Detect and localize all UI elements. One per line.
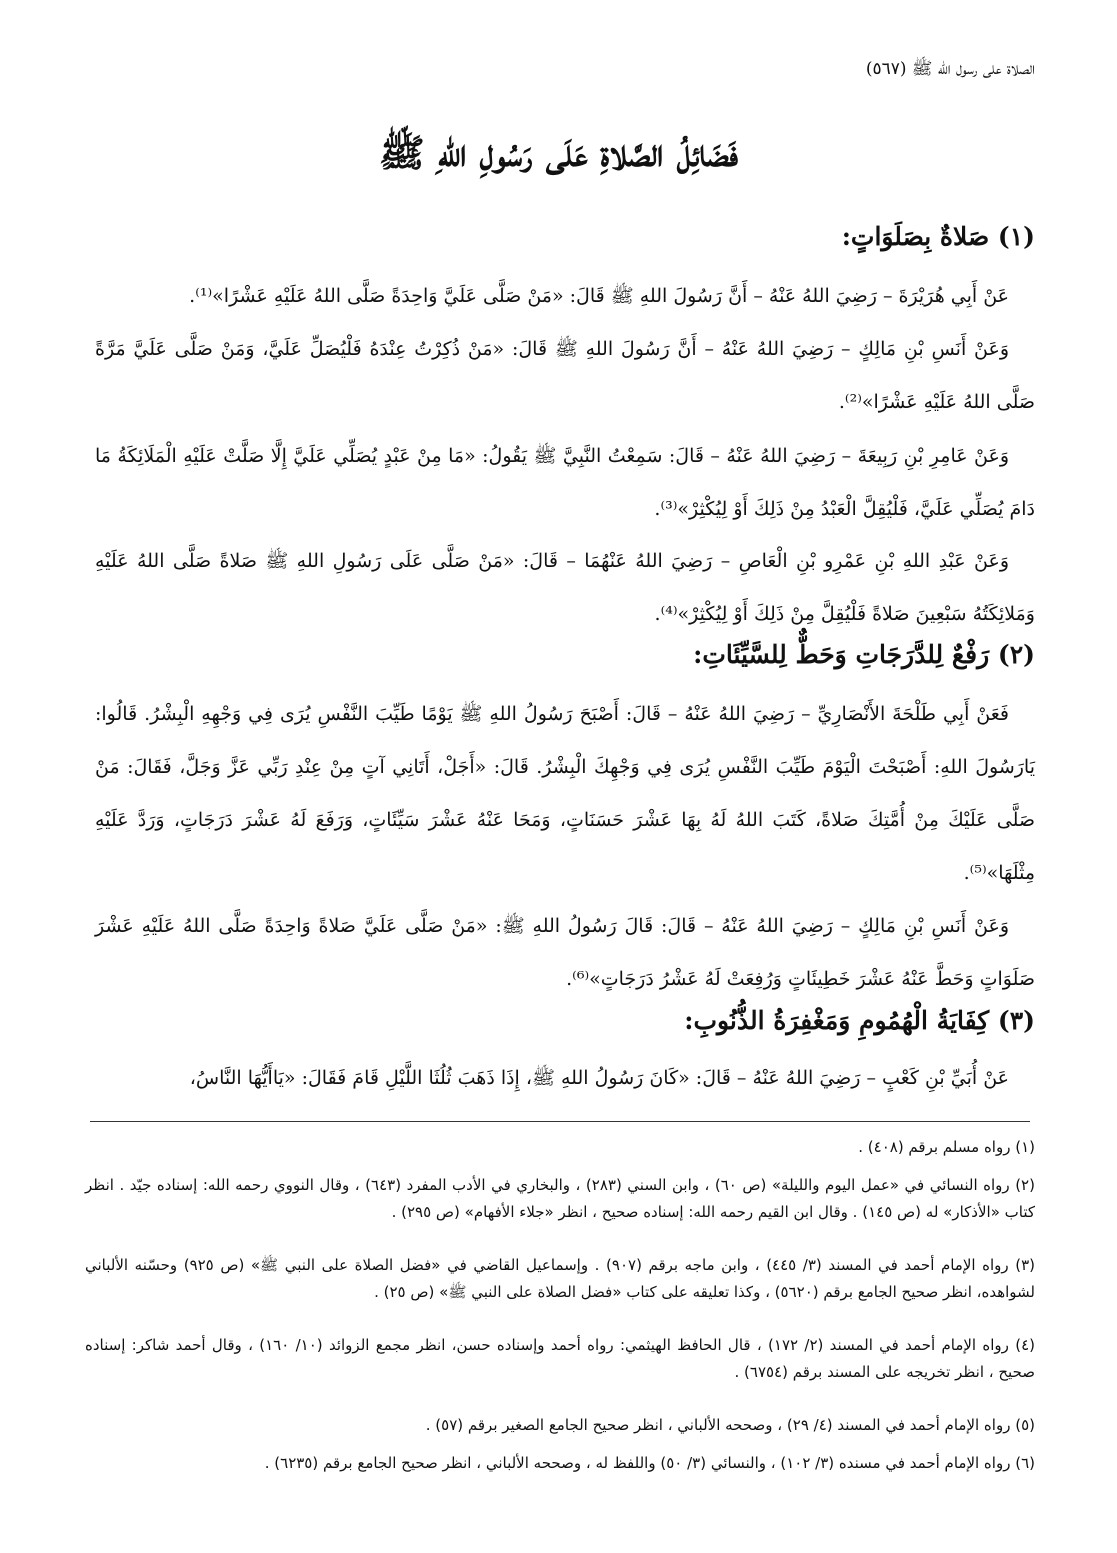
section-heading-3: (٣) كِفَايَةُ الْهُمُومِ وَمَغْفِرَةُ الذُّنُوبِ: [684, 1006, 1035, 1035]
hadith-text: وَعَنْ عَامِرِ بْنِ رَبِيعَةَ – رَضِيَ اللهُ عَنْهُ – قَالَ: سَمِعْتُ النَّبِيَّ ﷺ يَقُولُ: «مَا مِنْ عَبْدٍ يُصَلِّي عَلَيَّ إِلَّا صَلَّتْ عَلَيْهِ الْمَلَائِكَةُ مَا دَامَ يُصَلِّي عَلَيَّ، فَلْيُقِلَّ الْعَبْدُ مِنْ ذَلِكَ أَوْ لِيُكْثِرْ»⁽³⁾. [95, 445, 1035, 520]
hadith-text: عَنْ أُبَيِّ بْنِ كَعْبٍ – رَضِيَ اللهُ عَنْهُ – قَالَ: «كَانَ رَسُولُ اللهِ ﷺ، إِذَا ذَهَبَ ثُلُثَا اللَّيْلِ قَامَ فَقَالَ: «يَاأَيُّهَا النَّاسُ، [189, 1067, 1009, 1089]
footnote-2: (٢) رواه النسائي في «عمل اليوم والليلة» (ص ٦٠) ، وابن السني (٢٨٣) ، والبخاري في الأدب المفرد (٦٤٣) ، وقال النووي رحمه الله: إسناده جيّد . انظر كتاب «الأذكار» له (ص ١٤٥) . وقال ابن القيم رحمه الله: إسناده صحيح ، انظر «جلاء الأفهام» (ص ٢٩٥) . [85, 1176, 1035, 1221]
hadith-text: عَنْ أَبِي هُرَيْرَةَ – رَضِيَ اللهُ عَنْهُ – أَنَّ رَسُولَ اللهِ ﷺ قَالَ: «مَنْ صَلَّى عَلَيَّ وَاحِدَةً صَلَّى اللهُ عَلَيْهِ عَشْرًا»⁽¹⁾. [189, 285, 1009, 307]
footnote-6: (٦) رواه الإمام أحمد في مسنده (٣/ ١٠٢) ، والنسائي (٣/ ٥٠) واللفظ له ، وصححه الألباني ، انظر صحيح الجامع برقم (٦٢٣٥) . [264, 1454, 1035, 1472]
footnote-3: (٣) رواه الإمام أحمد في المسند (٣/ ٤٤٥) ، وابن ماجه برقم (٩٠٧) . وإسماعيل القاضي في «فضل الصلاة على النبي ﷺ» (ص ٩٢٥) وحسّنه الألباني لشواهده، انظر صحيح الجامع برقم (٥٦٢٠) ، وكذا تعليقه على كتاب «فضل الصلاة على النبي ﷺ» (ص ٢٥) . [85, 1256, 1036, 1301]
section-heading-1: (١) صَلاةٌ بِصَلَوَاتٍ: [841, 222, 1035, 251]
footnote-4: (٤) رواه الإمام أحمد في المسند (٢/ ١٧٢) ، قال الحافظ الهيثمي: رواه أحمد وإسناده حسن، انظر مجمع الزوائد (١٠/ ١٦٠) ، وقال أحمد شاكر: إسناده صحيح ، انظر تخريجه على المسند برقم (٦٧٥٤) . [85, 1336, 1035, 1381]
footnote-1: (١) رواه مسلم برقم (٤٠٨) . [858, 1138, 1035, 1156]
hadith-text: فَعَنْ أَبِي طَلْحَةَ الأَنْصَارِيِّ – رَضِيَ اللهُ عَنْهُ – قَالَ: أَصْبَحَ رَسُولُ اللهِ ﷺ يَوْمًا طَيِّبَ النَّفْسِ يُرَى فِي وَجْهِهِ الْبِشْرُ. قَالُوا: يَارَسُولَ اللهِ: أَصْبَحْتَ الْيَوْمَ طَيِّبَ النَّفْسِ يُرَى فِي وَجْهِكَ الْبِشْرُ. قَالَ: «أَجَلْ، أَتَانِي آتٍ مِنْ عِنْدِ رَبِّي عَزَّ وَجَلَّ، فَقَالَ: مَنْ صَلَّى عَلَيْكَ مِنْ أُمَّتِكَ صَلاةً، كَتَبَ اللهُ لَهُ بِهَا عَشْرَ حَسَنَاتٍ، وَمَحَا عَنْهُ عَشْرَ سَيِّئَاتٍ، وَرَفَعَ لَهُ عَشْرَ دَرَجَاتٍ، وَرَدَّ عَلَيْهِ مِثْلَهَا»⁽⁵⁾. [95, 703, 1035, 884]
section-heading-2: (٢) رَفْعٌ لِلدَّرَجَاتِ وَحَطٌّ لِلسَّيِّئَاتِ: [693, 640, 1035, 669]
running-header: الصلاة على رسول الله ﷺ (٥٦٧) [865, 59, 1035, 79]
footnote-divider [90, 1121, 1030, 1122]
hadith-text: وَعَنْ أَنَسِ بْنِ مَالِكٍ – رَضِيَ اللهُ عَنْهُ – أَنَّ رَسُولَ اللهِ ﷺ قَالَ: «مَنْ ذُكِرْتُ عِنْدَهُ فَلْيُصَلِّ عَلَيَّ، وَمَنْ صَلَّى عَلَيَّ مَرَّةً صَلَّى اللهُ عَلَيْهِ عَشْرًا»⁽²⁾. [95, 338, 1035, 413]
hadith-paragraph [95, 430, 1035, 536]
hadith-paragraph [95, 270, 1035, 323]
footnote-5: (٥) رواه الإمام أحمد في المسند (٤/ ٢٩) ، وصححه الألباني ، انظر صحيح الجامع الصغير برقم (٥٧) . [425, 1416, 1035, 1434]
hadith-text: وَعَنْ عَبْدِ اللهِ بْنِ عَمْرِو بْنِ الْعَاصِ – رَضِيَ اللهُ عَنْهُمَا – قَالَ: «مَنْ صَلَّى عَلَى رَسُولِ اللهِ ﷺ صَلاةً صَلَّى اللهُ عَلَيْهِ وَمَلائِكَتُهُ سَبْعِينَ صَلاةً فَلْيُقِلَّ مِنْ ذَلِكَ أَوْ لِيُكْثِرْ»⁽⁴⁾. [95, 550, 1035, 625]
page-title: فَضَائِلُ الصَّلاةِ عَلَى رَسُولِ اللهِ ﷺ [378, 130, 739, 175]
hadith-paragraph [95, 323, 1035, 429]
hadith-text: وَعَنْ أَنَسِ بْنِ مَالِكٍ – رَضِيَ اللهُ عَنْهُ – قَالَ: قَالَ رَسُولُ اللهِ ﷺ: «مَنْ صَلَّى عَلَيَّ صَلاةً وَاحِدَةً صَلَّى اللهُ عَلَيْهِ عَشْرَ صَلَوَاتٍ وَحَطَّ عَنْهُ عَشْرَ خَطِيئَاتٍ وَرُفِعَتْ لَهُ عَشْرُ دَرَجَاتٍ»⁽⁶⁾. [95, 915, 1035, 990]
hadith-paragraph [95, 1052, 1035, 1105]
hadith-paragraph [95, 900, 1035, 1006]
hadith-paragraph [95, 535, 1035, 641]
hadith-paragraph [95, 688, 1035, 900]
